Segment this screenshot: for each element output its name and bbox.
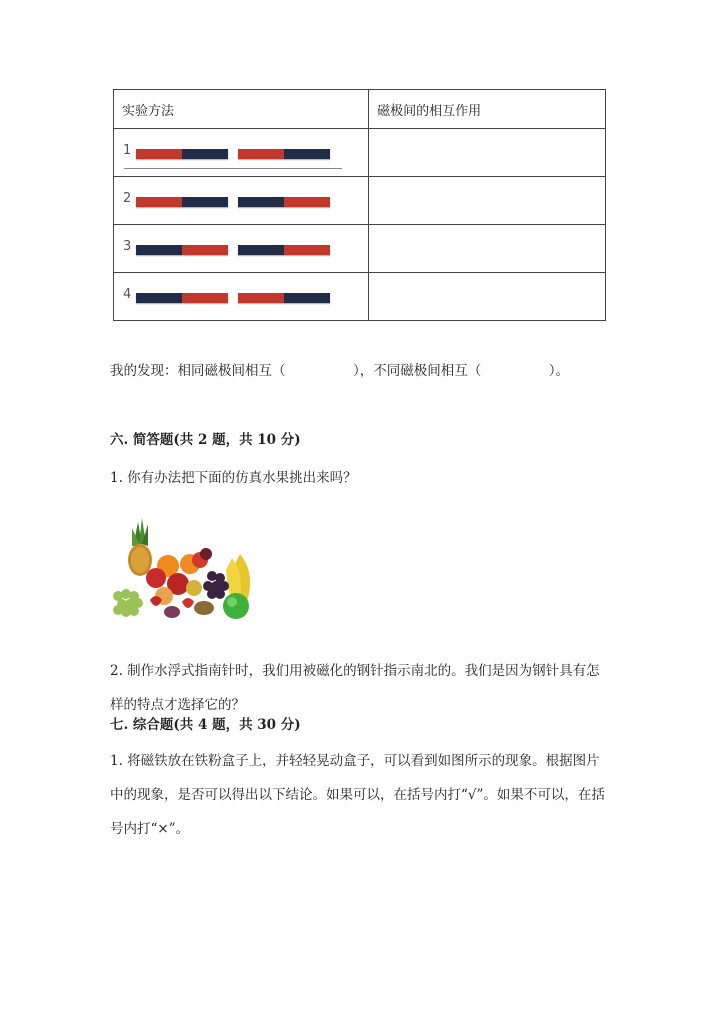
bar-magnet-left — [136, 293, 228, 303]
section-7-heading: 七. 综合题(共 4 题，共 30 分) — [110, 717, 301, 733]
table-header-row — [114, 90, 606, 129]
row-number: 2 — [123, 191, 132, 206]
header-result: 磁极间的相互作用 — [369, 90, 606, 129]
result-cell-3[interactable] — [369, 225, 606, 273]
row-number: 4 — [123, 287, 132, 302]
method-cell-2 — [114, 177, 369, 225]
header-method: 实验方法 — [114, 90, 369, 129]
method-cell-1 — [114, 129, 369, 177]
result-cell-2[interactable] — [369, 177, 606, 225]
bar-magnet-right — [238, 245, 330, 255]
bar-magnet-right — [238, 149, 330, 159]
question-6-2: 2. 制作水浮式指南针时，我们用被磁化的钢针指示南北的。我们是因为钢针具有怎样的特点才选择它的？ — [110, 663, 600, 713]
table-row — [114, 225, 606, 273]
row-number: 1 — [123, 143, 132, 158]
bar-magnet-right — [238, 293, 330, 303]
method-cell-3 — [114, 225, 369, 273]
section-6-heading: 六. 简答题(共 2 题，共 10 分) — [110, 432, 301, 448]
result-cell-4[interactable] — [369, 273, 606, 321]
row-number: 3 — [123, 239, 132, 254]
bar-magnet-left — [136, 149, 228, 159]
bar-magnet-left — [136, 197, 228, 207]
table-row — [114, 177, 606, 225]
discovery-sentence: 我的发现：相同磁极间相互（ ），不同磁极间相互（ ）。 — [110, 363, 569, 379]
question-6-1: 1. 你有办法把下面的仿真水果挑出来吗？ — [110, 470, 357, 486]
bar-magnet-right — [238, 197, 330, 207]
table-row — [114, 129, 606, 177]
method-cell-4 — [114, 273, 369, 321]
table-line — [124, 168, 342, 169]
bar-magnet-left — [136, 245, 228, 255]
fruit-image — [108, 514, 260, 626]
table-row — [114, 273, 606, 321]
experiment-table — [113, 89, 606, 321]
result-cell-1[interactable] — [369, 129, 606, 177]
question-7-1: 1. 将磁铁放在铁粉盒子上，并轻轻晃动盒子，可以看到如图所示的现象。根据图片中的现象，是否可以得出以下结论。如果可以，在括号内打“√”。如果不可以，在括号内打“×”。 — [110, 753, 605, 837]
